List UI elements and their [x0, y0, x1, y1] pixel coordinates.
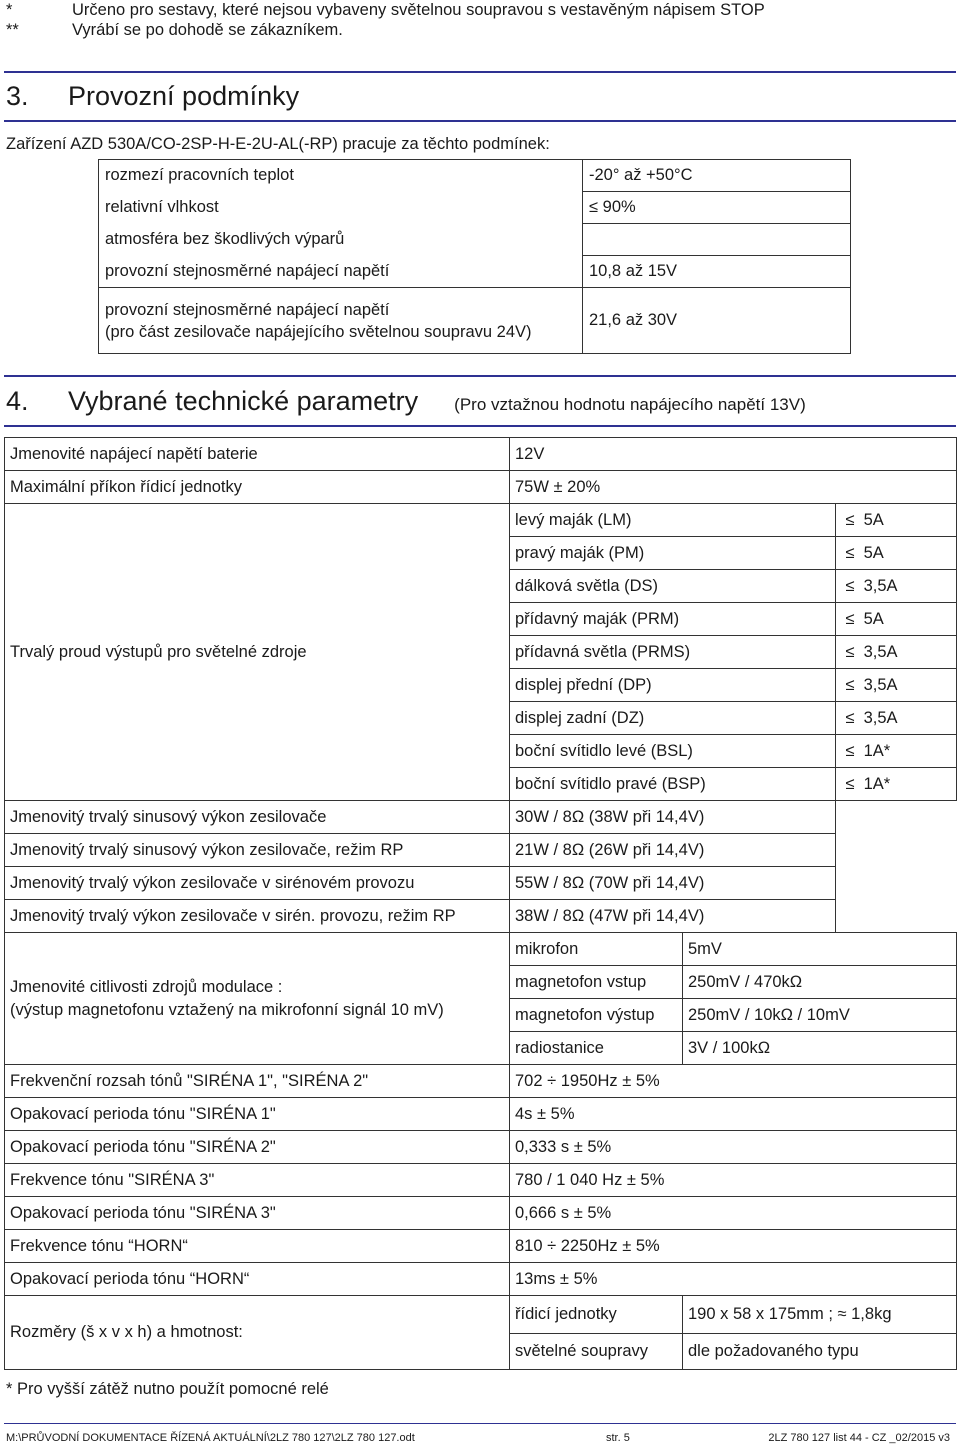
param-value: 75W ± 20% [510, 471, 957, 504]
sensitivity-label: Jmenovité citlivosti zdrojů modulace : (výstup magnetofonu vztažený na mikrofonní signál 10 mV) [5, 933, 510, 1065]
table-row [5, 1131, 957, 1164]
table-row [5, 504, 957, 537]
section-3-bottom-rule [4, 120, 956, 122]
table-row [5, 834, 957, 867]
output-current: ≤ 3,5A [836, 702, 957, 735]
output-name: displej zadní (DZ) [510, 702, 836, 735]
section-4-subtitle: (Pro vztažnou hodnotu napájecího napětí 13V) [454, 395, 806, 414]
table-row [5, 1065, 957, 1098]
condition-label: atmosféra bez škodlivých výparů [99, 224, 583, 256]
table-row [99, 160, 851, 192]
note-double-star-text: Vyrábí se po dohodě se zákazníkem. [72, 21, 343, 39]
param-label: Frekvence tónu "SIRÉNA 3" [5, 1164, 510, 1197]
source-name: magnetofon výstup [510, 999, 683, 1032]
table-row [5, 933, 957, 966]
condition-label: provozní stejnosměrné napájecí napětí (pro část zesilovače napájejícího světelnou soupravu 24V) [99, 288, 583, 354]
table-row [5, 1098, 957, 1131]
condition-label: relativní vlhkost [99, 192, 583, 224]
param-value: 702 ÷ 1950Hz ± 5% [510, 1065, 957, 1098]
less-or-equal-icon: ≤ [845, 609, 855, 628]
param-label: Jmenovitý trvalý výkon zesilovače v sirénovém provozu [5, 867, 510, 900]
dimension-item-value: 190 x 58 x 175mm ; ≈ 1,8kg [683, 1296, 957, 1334]
output-name: boční svítidlo levé (BSL) [510, 735, 836, 768]
section-4-heading [6, 386, 806, 417]
param-value: 0,333 s ± 5% [510, 1131, 957, 1164]
output-name: přídavná světla (PRMS) [510, 636, 836, 669]
less-or-equal-icon: ≤ [845, 642, 855, 661]
section-3-intro: Zařízení AZD 530A/CO-2SP-H-E-2U-AL(-RP) pracuje za těchto podmínek: [6, 135, 550, 153]
source-sensitivity: 3V / 100kΩ [683, 1032, 957, 1065]
table-row [5, 867, 957, 900]
param-value: 21W / 8Ω (26W při 14,4V) [510, 834, 836, 867]
source-sensitivity: 250mV / 470kΩ [683, 966, 957, 999]
section-4-bottom-rule [4, 425, 956, 427]
table-row [5, 1164, 957, 1197]
condition-value [583, 224, 851, 256]
section-3-title: Provozní podmínky [68, 81, 300, 111]
table-row [99, 224, 851, 256]
condition-label: provozní stejnosměrné napájecí napětí [99, 256, 583, 288]
less-or-equal-icon: ≤ [845, 543, 855, 562]
footer-document-id: 2LZ 780 127 list 44 - CZ _02/2015 v3 [768, 1432, 950, 1444]
table-row [5, 801, 957, 834]
source-name: mikrofon [510, 933, 683, 966]
param-value: 0,666 s ± 5% [510, 1197, 957, 1230]
output-name: displej přední (DP) [510, 669, 836, 702]
dimension-item-name: světelné soupravy [510, 1334, 683, 1370]
output-name: přídavný maják (PRM) [510, 603, 836, 636]
section-3-top-rule [4, 71, 956, 73]
condition-value: -20° až +50°C [583, 160, 851, 192]
less-or-equal-icon: ≤ [845, 774, 855, 793]
param-label: Maximální příkon řídicí jednotky [5, 471, 510, 504]
param-value: 30W / 8Ω (38W při 14,4V) [510, 801, 836, 834]
table-row [99, 192, 851, 224]
section-4-number: 4. [6, 386, 29, 416]
section-4-title: Vybrané technické parametry [68, 386, 419, 416]
section-3-heading [6, 81, 299, 112]
less-or-equal-icon: ≤ [845, 576, 855, 595]
less-or-equal-icon: ≤ [845, 708, 855, 727]
condition-value: 10,8 až 15V [583, 256, 851, 288]
param-label: Opakovací perioda tónu "SIRÉNA 3" [5, 1197, 510, 1230]
output-current: ≤ 3,5A [836, 669, 957, 702]
param-label: Frekvence tónu “HORN“ [5, 1230, 510, 1263]
dimensions-label: Rozměry (š x v x h) a hmotnost: [5, 1296, 510, 1370]
param-label: Jmenovitý trvalý sinusový výkon zesilovače, režim RP [5, 834, 510, 867]
footer-file-path: M:\PRŮVODNÍ DOKUMENTACE ŘÍZENÁ AKTUÁLNÍ\2LZ 780 127\2LZ 780 127.odt [6, 1432, 415, 1444]
footer-page-number: str. 5 [606, 1432, 630, 1444]
param-value: 12V [510, 438, 957, 471]
param-label: Jmenovitý trvalý výkon zesilovače v sirén. provozu, režim RP [5, 900, 510, 933]
section-3-number: 3. [6, 81, 29, 111]
table-row [5, 1197, 957, 1230]
source-sensitivity: 250mV / 10kΩ / 10mV [683, 999, 957, 1032]
param-value: 4s ± 5% [510, 1098, 957, 1131]
table-row [5, 1296, 957, 1334]
table-row [99, 256, 851, 288]
output-current: ≤ 3,5A [836, 570, 957, 603]
note-star-text: Určeno pro sestavy, které nejsou vybaveny světelnou soupravou s vestavěným nápisem STOP [72, 1, 765, 19]
param-label: Opakovací perioda tónu “HORN“ [5, 1263, 510, 1296]
param-value: 780 / 1 040 Hz ± 5% [510, 1164, 957, 1197]
operating-conditions-table [98, 159, 851, 354]
output-name: dálková světla (DS) [510, 570, 836, 603]
condition-label: rozmezí pracovních teplot [99, 160, 583, 192]
param-value: 810 ÷ 2250Hz ± 5% [510, 1230, 957, 1263]
source-name: magnetofon vstup [510, 966, 683, 999]
footer-rule [4, 1423, 956, 1424]
note-star-mark: * [6, 1, 13, 19]
output-current: ≤ 1A* [836, 768, 957, 801]
param-label: Frekvenční rozsah tónů "SIRÉNA 1", "SIRÉNA 2" [5, 1065, 510, 1098]
less-or-equal-icon: ≤ [845, 510, 855, 529]
table-row [5, 438, 957, 471]
output-name: boční svítidlo pravé (BSP) [510, 768, 836, 801]
param-label: Jmenovité napájecí napětí baterie [5, 438, 510, 471]
output-name: levý maják (LM) [510, 504, 836, 537]
table-row [5, 1263, 957, 1296]
param-label: Opakovací perioda tónu "SIRÉNA 1" [5, 1098, 510, 1131]
table-row [5, 1230, 957, 1263]
param-value: 38W / 8Ω (47W při 14,4V) [510, 900, 836, 933]
param-label: Jmenovitý trvalý sinusový výkon zesilovače [5, 801, 510, 834]
less-or-equal-icon: ≤ [845, 675, 855, 694]
output-current: ≤ 5A [836, 537, 957, 570]
table-row [99, 288, 851, 354]
dimension-item-value: dle požadovaného typu [683, 1334, 957, 1370]
current-outputs-label: Trvalý proud výstupů pro světelné zdroje [5, 504, 510, 801]
output-name: pravý maják (PM) [510, 537, 836, 570]
source-name: radiostanice [510, 1032, 683, 1065]
condition-value: 21,6 až 30V [583, 288, 851, 354]
table-row [5, 900, 957, 933]
technical-parameters-table [4, 437, 957, 1370]
section-4-top-rule [4, 375, 956, 377]
table-row [5, 471, 957, 504]
param-value: 13ms ± 5% [510, 1263, 957, 1296]
source-sensitivity: 5mV [683, 933, 957, 966]
less-or-equal-icon: ≤ [589, 198, 599, 216]
dimension-item-name: řídicí jednotky [510, 1296, 683, 1334]
output-current: ≤ 5A [836, 603, 957, 636]
output-current: ≤ 1A* [836, 735, 957, 768]
condition-value: ≤ 90% [583, 192, 851, 224]
output-current: ≤ 5A [836, 504, 957, 537]
output-current: ≤ 3,5A [836, 636, 957, 669]
less-or-equal-icon: ≤ [845, 741, 855, 760]
param-label: Opakovací perioda tónu "SIRÉNA 2" [5, 1131, 510, 1164]
note-double-star-mark: ** [6, 21, 19, 39]
footnote-relay: * Pro vyšší zátěž nutno použít pomocné relé [6, 1380, 329, 1398]
param-value: 55W / 8Ω (70W při 14,4V) [510, 867, 836, 900]
